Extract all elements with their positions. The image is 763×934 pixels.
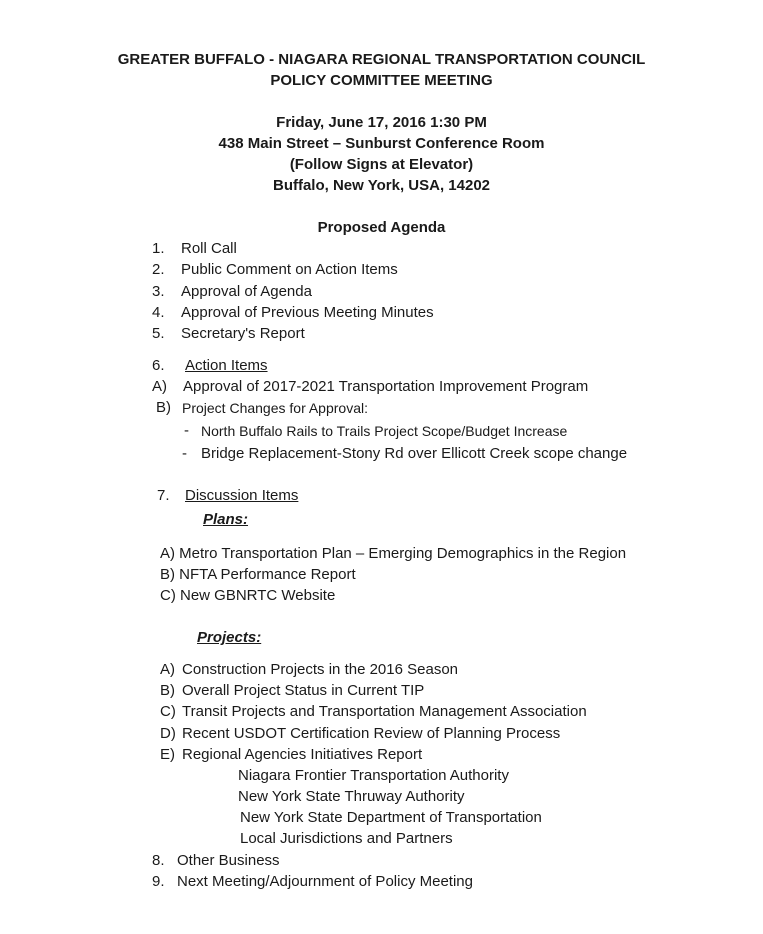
section-heading: Discussion Items — [185, 487, 299, 504]
agenda-item: Secretary's Report — [181, 325, 305, 342]
agency-item: Local Jurisdictions and Partners — [240, 830, 453, 847]
agenda-item: Public Comment on Action Items — [181, 261, 398, 278]
item-number: 2. — [152, 261, 165, 278]
item-label: B) — [160, 682, 175, 699]
bullet-dash: - — [184, 422, 189, 439]
meeting-title: POLICY COMMITTEE MEETING — [270, 72, 493, 89]
meeting-city: Buffalo, New York, USA, 14202 — [272, 177, 491, 194]
item-number: 6. — [152, 357, 165, 374]
agency-item: New York State Thruway Authority — [238, 788, 465, 805]
project-item: Construction Projects in the 2016 Season — [182, 661, 458, 678]
section-heading: Action Items — [185, 357, 268, 374]
action-item: Approval of 2017-2021 Transportation Improvement Program — [183, 378, 589, 395]
project-item: Transit Projects and Transportation Management Association — [182, 703, 587, 720]
agenda-item: Roll Call — [181, 240, 237, 257]
item-label: C) — [160, 703, 176, 720]
sub-item: Bridge Replacement-Stony Rd over Ellicott Creek scope change — [201, 445, 628, 462]
agenda-item: Next Meeting/Adjournment of Policy Meeting — [177, 873, 473, 890]
agenda-item: Approval of Previous Meeting Minutes — [181, 304, 434, 321]
bullet-dash: - — [182, 445, 187, 462]
item-label: D) — [160, 725, 176, 742]
agency-item: New York State Department of Transportation — [240, 809, 542, 826]
agenda-item: Approval of Agenda — [181, 283, 312, 300]
item-label: E) — [160, 746, 175, 763]
item-number: 8. — [152, 852, 165, 869]
item-label: A) — [160, 661, 175, 678]
item-label: A) — [152, 378, 167, 395]
item-label: B) — [156, 399, 171, 416]
project-item: Overall Project Status in Current TIP — [182, 682, 425, 699]
plan-item: B) NFTA Performance Report — [160, 566, 356, 583]
item-number: 1. — [152, 240, 165, 257]
meeting-directions: (Follow Signs at Elevator) — [289, 156, 474, 173]
item-number: 7. — [157, 487, 170, 504]
project-item: Regional Agencies Initiatives Report — [182, 746, 423, 763]
meeting-address: 438 Main Street – Sunburst Conference Room — [218, 135, 545, 152]
plan-item: A) Metro Transportation Plan – Emerging Demographics in the Region — [160, 545, 627, 562]
item-number: 4. — [152, 304, 165, 321]
plan-item: C) New GBNRTC Website — [160, 587, 336, 604]
projects-heading: Projects: — [197, 629, 262, 646]
agency-item: Niagara Frontier Transportation Authority — [238, 767, 509, 784]
sub-item: North Buffalo Rails to Trails Project Scope/Budget Increase — [201, 423, 568, 439]
action-item: Project Changes for Approval: — [182, 400, 368, 416]
agenda-item: Other Business — [177, 852, 280, 869]
item-number: 3. — [152, 283, 165, 300]
project-item: Recent USDOT Certification Review of Planning Process — [182, 725, 561, 742]
agenda-title: Proposed Agenda — [317, 219, 446, 236]
item-number: 5. — [152, 325, 165, 342]
meeting-datetime: Friday, June 17, 2016 1:30 PM — [276, 114, 487, 131]
organization-title: GREATER BUFFALO - NIAGARA REGIONAL TRANSPORTATION COUNCIL — [117, 51, 646, 68]
plans-heading: Plans: — [203, 511, 249, 528]
item-number: 9. — [152, 873, 165, 890]
